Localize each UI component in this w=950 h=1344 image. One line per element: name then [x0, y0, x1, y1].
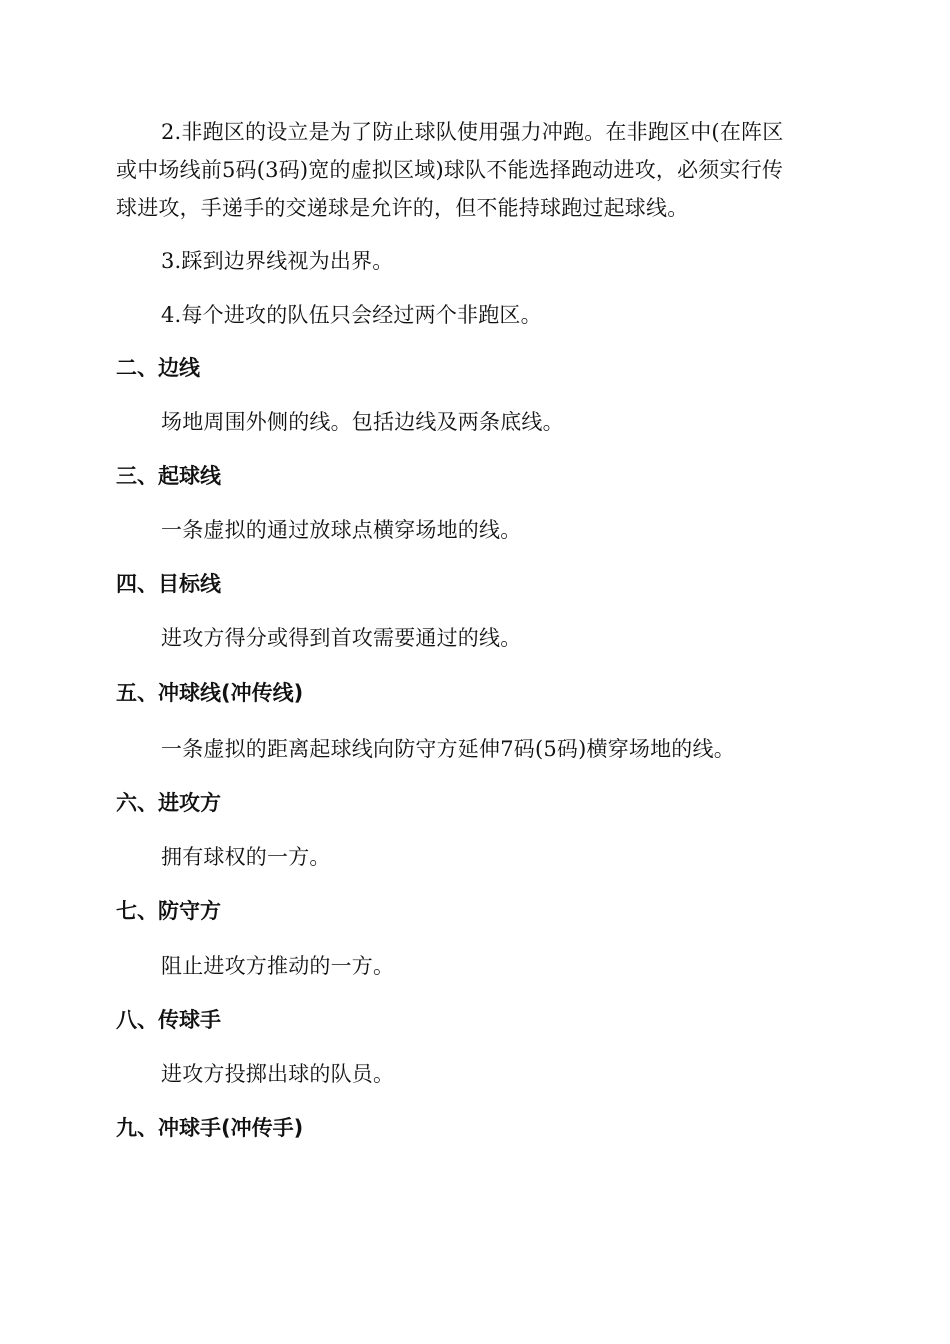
section-heading-goal-line: 四、目标线 — [116, 572, 221, 596]
section-body-offense: 拥有球权的一方。 — [161, 845, 331, 869]
paragraph-line: 或中场线前5码(3码)宽的虚拟区域)球队不能选择跑动进攻，必须实行传 — [116, 158, 784, 182]
section-body-rush-line: 一条虚拟的距离起球线向防守方延伸7码(5码)横穿场地的线。 — [161, 737, 735, 761]
section-body-line-of-scrimmage: 一条虚拟的通过放球点横穿场地的线。 — [161, 518, 522, 542]
section-heading-sideline: 二、边线 — [116, 356, 200, 380]
paragraph-out-of-bounds: 3.踩到边界线视为出界。 — [161, 249, 394, 273]
section-heading-rusher: 九、冲球手(冲传手) — [116, 1116, 304, 1140]
paragraph-two-no-run-zones: 4.每个进攻的队伍只会经过两个非跑区。 — [161, 303, 542, 327]
section-heading-offense: 六、进攻方 — [116, 791, 221, 815]
paragraph-line: 球进攻，手递手的交递球是允许的，但不能持球跑过起球线。 — [116, 196, 689, 220]
section-body-passer: 进攻方投掷出球的队员。 — [161, 1062, 395, 1086]
section-heading-passer: 八、传球手 — [116, 1008, 221, 1032]
section-body-defense: 阻止进攻方推动的一方。 — [161, 954, 395, 978]
section-heading-defense: 七、防守方 — [116, 899, 221, 923]
section-heading-line-of-scrimmage: 三、起球线 — [116, 464, 221, 488]
section-heading-rush-line: 五、冲球线(冲传线) — [116, 681, 304, 705]
section-body-sideline: 场地周围外侧的线。包括边线及两条底线。 — [161, 410, 564, 434]
paragraph-line: 2.非跑区的设立是为了防止球队使用强力冲跑。在非跑区中(在阵区 — [161, 120, 784, 144]
paragraph-no-run-zone — [116, 113, 836, 227]
section-body-goal-line: 进攻方得分或得到首攻需要通过的线。 — [161, 626, 522, 650]
